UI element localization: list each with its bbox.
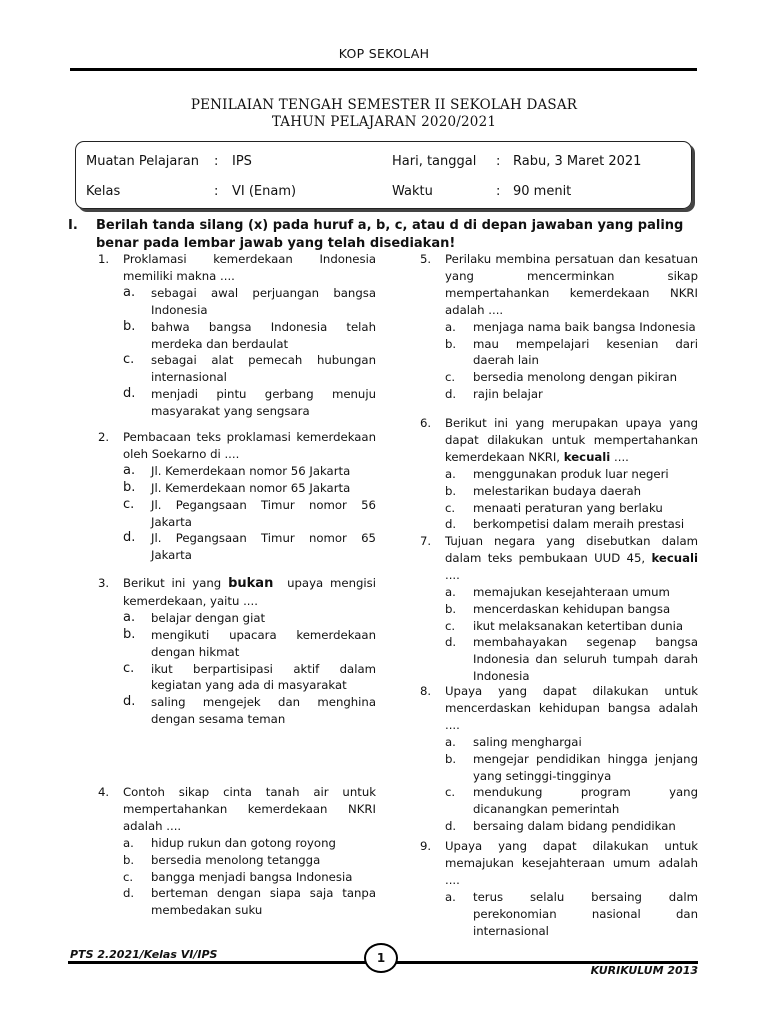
- option: [445, 483, 698, 500]
- question-number: 6.: [420, 416, 432, 430]
- question-4: [98, 784, 376, 919]
- option-letter: a.: [123, 462, 136, 478]
- question-text-part: upaya mengisi kemerdekaan, yaitu ....: [123, 576, 376, 608]
- option-letter: b.: [445, 601, 457, 616]
- option-letter: c.: [445, 370, 456, 385]
- question-text: [445, 533, 698, 584]
- option-text: berkompetisi dalam meraih prestasi: [473, 517, 685, 532]
- option: [123, 835, 376, 852]
- option-text: menjadi pintu gerbang menuju masyarakat yang sengsara: [151, 387, 376, 419]
- option-text: hidup rukun dan gotong royong: [151, 835, 336, 850]
- option-letter: a.: [123, 835, 134, 850]
- option-text: Jl. Kemerdekaan nomor 56 Jakarta: [151, 463, 351, 478]
- option-letter: d.: [445, 517, 457, 532]
- day-value: Rabu, 3 Maret 2021: [513, 154, 642, 169]
- option: [445, 500, 698, 517]
- question-text-part: Tujuan negara yang disebutkan dalam dalam teks pembukaan UUD 45,: [445, 534, 698, 565]
- class-value: VI (Enam): [232, 184, 297, 199]
- page-number: 1: [364, 943, 398, 973]
- subject-colon: :: [214, 154, 219, 169]
- option-letter: c.: [123, 869, 134, 884]
- option-text: terus selalu bersaing dalm perekonomian nasional dan internasional: [473, 889, 698, 938]
- time-value: 90 menit: [513, 184, 572, 199]
- option-letter: b.: [445, 483, 457, 498]
- option-letter: a.: [445, 584, 456, 599]
- question-7: [420, 533, 698, 685]
- option-text: Jl. Kemerdekaan nomor 65 Jakarta: [151, 480, 351, 495]
- option-text: mau mempelajari kesenian dari daerah lain: [473, 336, 698, 368]
- option: [123, 463, 376, 480]
- option-letter: c.: [445, 785, 456, 800]
- option: [123, 480, 376, 497]
- option: [123, 885, 376, 919]
- option-text: bangga menjadi bangsa Indonesia: [151, 869, 353, 884]
- option-letter: b.: [123, 318, 136, 334]
- option-text: Jl. Pegangsaan Timur nomor 65 Jakarta: [151, 531, 376, 563]
- option: [445, 584, 698, 601]
- kop-sekolah: KOP SEKOLAH: [338, 46, 430, 61]
- option-letter: c.: [123, 352, 135, 368]
- option: [445, 601, 698, 618]
- option-text: berteman dengan siapa saja tanpa membedakan suku: [151, 886, 376, 918]
- option: [445, 466, 698, 483]
- option: [445, 618, 698, 635]
- option: [123, 694, 376, 728]
- option-letter: d.: [123, 530, 136, 546]
- option: [123, 530, 376, 564]
- option-letter: a.: [445, 466, 456, 481]
- option: [123, 497, 376, 531]
- option-letter: d.: [123, 694, 136, 710]
- question-number: 5.: [420, 252, 432, 266]
- option: [445, 751, 698, 785]
- subject-value: IPS: [232, 154, 252, 169]
- question-keyword: kecuali: [651, 550, 698, 565]
- question-text: Upaya yang dapat dilakukan untuk memajukan kesejahteraan umum adalah ....: [445, 839, 698, 887]
- question-number: 1.: [98, 252, 110, 266]
- time-label: Waktu: [392, 184, 433, 199]
- option-text: Jl. Pegangsaan Timur nomor 56 Jakarta: [151, 497, 376, 529]
- question-2: [98, 429, 376, 564]
- exam-title: PENILAIAN TENGAH SEMESTER II SEKOLAH DASAR: [190, 97, 578, 113]
- option-text: menjaga nama baik bangsa Indonesia: [473, 319, 696, 334]
- option-letter: b.: [123, 626, 136, 642]
- option: [445, 889, 698, 940]
- section-number: I.: [68, 218, 78, 233]
- header-rule: [70, 68, 697, 71]
- footer-curriculum: KURIKULUM 2013: [590, 964, 698, 977]
- option: [123, 352, 376, 386]
- option-text: rajin belajar: [473, 387, 543, 402]
- footer-exam-code: PTS 2.2021/Kelas VI/IPS: [70, 948, 218, 961]
- class-colon: :: [214, 184, 219, 199]
- option-letter: a.: [123, 284, 136, 300]
- option-text: mencerdaskan kehidupan bangsa: [473, 601, 671, 616]
- option: [445, 634, 698, 685]
- option-letter: b.: [445, 336, 457, 351]
- question-3: [98, 575, 376, 728]
- option-text: ikut berpartisipasi aktif dalam kegiatan yang ada di masyarakat: [151, 661, 376, 693]
- question-text: Upaya yang dapat dilakukan untuk mencerdaskan kehidupan bangsa adalah ....: [445, 684, 698, 732]
- question-number: 2.: [98, 430, 110, 444]
- option: [123, 661, 376, 695]
- option-text: saling mengejek dan menghina dengan sesama teman: [151, 695, 376, 727]
- question-6: [420, 415, 698, 533]
- option-text: saling menghargai: [473, 734, 582, 749]
- question-9: [420, 838, 698, 939]
- question-number: 3.: [98, 576, 110, 590]
- option-text: melestarikan budaya daerah: [473, 483, 642, 498]
- option: [445, 336, 698, 370]
- question-text-part: ....: [614, 449, 629, 464]
- question-text: Contoh sikap cinta tanah air untuk mempertahankan kemerdekaan NKRI adalah ....: [123, 785, 376, 833]
- option-text: menggunakan produk luar negeri: [473, 466, 669, 481]
- option: [445, 818, 698, 835]
- option: [445, 516, 698, 533]
- question-text-part: ....: [445, 567, 460, 582]
- question-1: [98, 251, 376, 420]
- question-text: [445, 415, 698, 466]
- exam-info-box: [75, 141, 692, 209]
- option: [445, 319, 698, 336]
- option-text: bersaing dalam bidang pendidikan: [473, 819, 676, 834]
- option-letter: b.: [123, 479, 136, 495]
- option: [123, 285, 376, 319]
- option-text: bahwa bangsa Indonesia telah merdeka dan berdaulat: [151, 319, 376, 351]
- option-text: ikut melaksanakan ketertiban dunia: [473, 618, 684, 633]
- option: [123, 386, 376, 420]
- option-letter: d.: [445, 635, 457, 650]
- option: [123, 627, 376, 661]
- question-number: 7.: [420, 534, 432, 548]
- question-keyword: kecuali: [563, 449, 611, 464]
- option-text: belajar dengan giat: [151, 610, 266, 625]
- question-text: Proklamasi kemerdekaan Indonesia memiliki makna ....: [123, 252, 376, 283]
- day-label: Hari, tanggal: [392, 154, 477, 169]
- option-letter: d.: [445, 819, 457, 834]
- option: [445, 734, 698, 751]
- question-text: Perilaku membina persatuan dan kesatuan yang mencerminkan sikap mempertahankan kemerdekaan NKRI adalah ....: [445, 252, 698, 317]
- option: [123, 869, 376, 886]
- option-text: sebagai alat pemecah hubungan internasional: [151, 353, 376, 385]
- option-letter: c.: [445, 618, 456, 633]
- instruction-text: Berilah tanda silang (x) pada huruf a, b, c, atau d di depan jawaban yang paling benar pada lembar jawab yang telah disediakan!: [96, 218, 684, 251]
- option-text: mengejar pendidikan hingga jenjang yang setinggi-tingginya: [473, 751, 698, 783]
- option-text: bersedia menolong dengan pikiran: [473, 370, 678, 385]
- option-letter: b.: [123, 852, 135, 867]
- question-5: [420, 251, 698, 403]
- option-letter: a.: [123, 609, 136, 625]
- option-text: bersedia menolong tetangga: [151, 852, 321, 867]
- option-text: mengikuti upacara kemerdekaan dengan hikmat: [151, 627, 376, 659]
- question-number: 9.: [420, 839, 432, 853]
- question-text: Pembacaan teks proklamasi kemerdekaan oleh Soekarno di ....: [123, 430, 376, 461]
- option-text: mendukung program yang dicanangkan pemerintah: [473, 785, 698, 817]
- option-text: membahayakan segenap bangsa Indonesia dan seluruh tumpah darah Indonesia: [473, 635, 698, 684]
- option-text: sebagai awal perjuangan bangsa Indonesia: [151, 285, 376, 317]
- option-letter: d.: [123, 886, 135, 901]
- option: [445, 369, 698, 386]
- class-label: Kelas: [86, 184, 121, 199]
- question-text-part: Berikut ini yang merupakan upaya yang dapat dilakukan untuk mempertahankan kemerdekaan NKRI,: [445, 416, 698, 464]
- question-number: 8.: [420, 684, 432, 698]
- day-colon: :: [496, 154, 501, 169]
- option: [445, 386, 698, 403]
- option-letter: c.: [123, 496, 135, 512]
- subject-label: Muatan Pelajaran: [86, 154, 199, 169]
- question-8: [420, 683, 698, 835]
- question-keyword: bukan: [228, 576, 274, 591]
- option-letter: a.: [445, 889, 456, 904]
- option: [123, 319, 376, 353]
- option-letter: a.: [445, 734, 456, 749]
- question-number: 4.: [98, 785, 110, 799]
- option-letter: b.: [445, 751, 457, 766]
- option-letter: c.: [445, 500, 456, 515]
- option-letter: d.: [445, 387, 457, 402]
- option-text: menaati peraturan yang berlaku: [473, 500, 663, 515]
- question-text: [123, 575, 376, 610]
- option-text: memajukan kesejahteraan umum: [473, 584, 670, 599]
- option: [123, 852, 376, 869]
- time-colon: :: [496, 184, 501, 199]
- option: [445, 784, 698, 818]
- exam-year: TAHUN PELAJARAN 2020/2021: [271, 114, 497, 130]
- option-letter: c.: [123, 660, 135, 676]
- option: [123, 610, 376, 627]
- option-letter: a.: [445, 319, 456, 334]
- option-letter: d.: [123, 386, 136, 402]
- question-text-part: Berikut ini yang: [123, 576, 222, 590]
